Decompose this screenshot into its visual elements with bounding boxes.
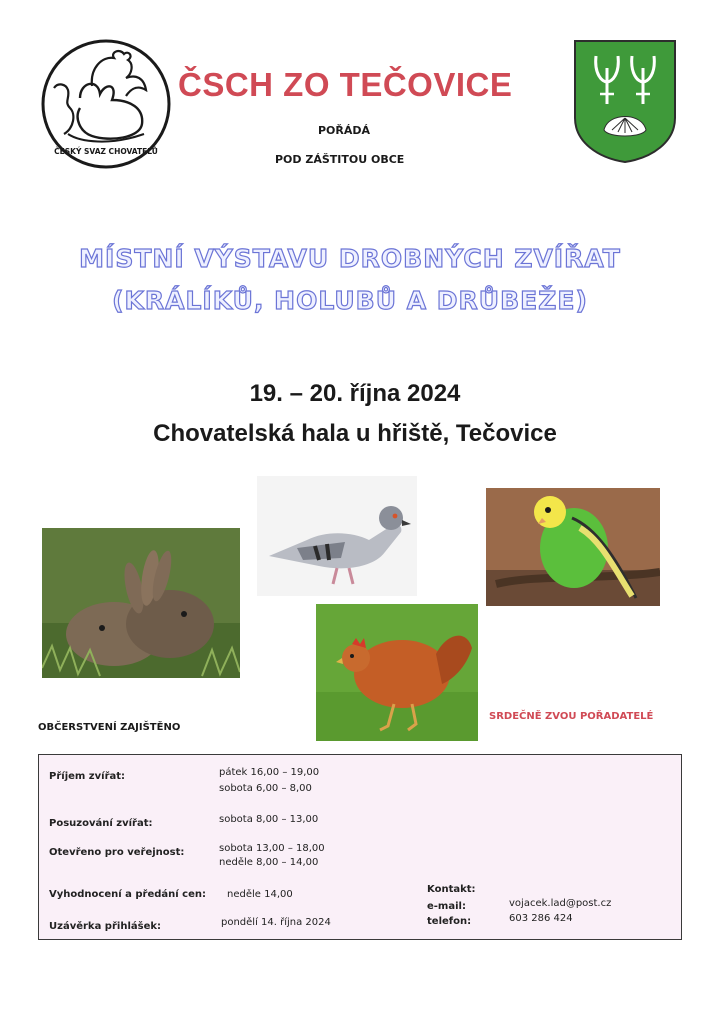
public-open-label: Otevřeno pro veřejnost: (49, 847, 185, 858)
rabbits-photo (42, 528, 240, 678)
hen-photo (316, 604, 478, 741)
organizer-title: ČSCH ZO TEČOVICE (178, 66, 513, 103)
public-open-line-1: sobota 13,00 – 18,00 (219, 843, 325, 854)
judging-label: Posuzování zvířat: (49, 818, 153, 829)
intake-line-1: pátek 16,00 – 19,00 (219, 767, 320, 778)
refreshments-note: OBČERSTVENÍ ZAJIŠTĚNO (38, 722, 181, 733)
patronage-label: POD ZÁŠTITOU OBCE (275, 153, 405, 166)
contact-label: Kontakt: (427, 884, 476, 895)
intake-line-2: sobota 6,00 – 8,00 (219, 783, 312, 794)
awards-label: Vyhodnocení a předání cen: (49, 889, 206, 900)
email-label: e-mail: (427, 901, 466, 912)
phone-value: 603 286 424 (509, 913, 573, 924)
event-venue: Chovatelská hala u hřiště, Tečovice (153, 420, 557, 447)
pigeon-photo (257, 476, 417, 596)
deadline-label: Uzávěrka přihlášek: (49, 921, 161, 932)
event-dates: 19. – 20. října 2024 (249, 380, 461, 407)
budgie-photo (486, 488, 660, 606)
headline-line-1: MÍSTNÍ VÝSTAVU DROBNÝCH ZVÍŘAT (79, 244, 621, 273)
intake-label: Příjem zvířat: (49, 771, 126, 782)
coat-of-arms (572, 38, 678, 164)
schedule-box (38, 754, 682, 940)
logo-caption: ČESKÝ SVAZ CHOVATELŮ (54, 147, 158, 156)
invitation-note: SRDEČNĚ ZVOU POŘADATELÉ (489, 711, 654, 722)
czech-breeders-logo (40, 38, 172, 170)
headline-line-2: (KRÁLÍKŮ, HOLUBŮ A DRŮBEŽE) (112, 286, 588, 315)
phone-label: telefon: (427, 916, 472, 927)
deadline-value: pondělí 14. října 2024 (221, 917, 331, 928)
public-open-line-2: neděle 8,00 – 14,00 (219, 857, 319, 868)
email-value[interactable]: vojacek.lad@post.cz (509, 898, 612, 909)
judging-value: sobota 8,00 – 13,00 (219, 814, 319, 825)
organizes-label: POŘÁDÁ (318, 124, 371, 137)
awards-value: neděle 14,00 (227, 889, 293, 900)
